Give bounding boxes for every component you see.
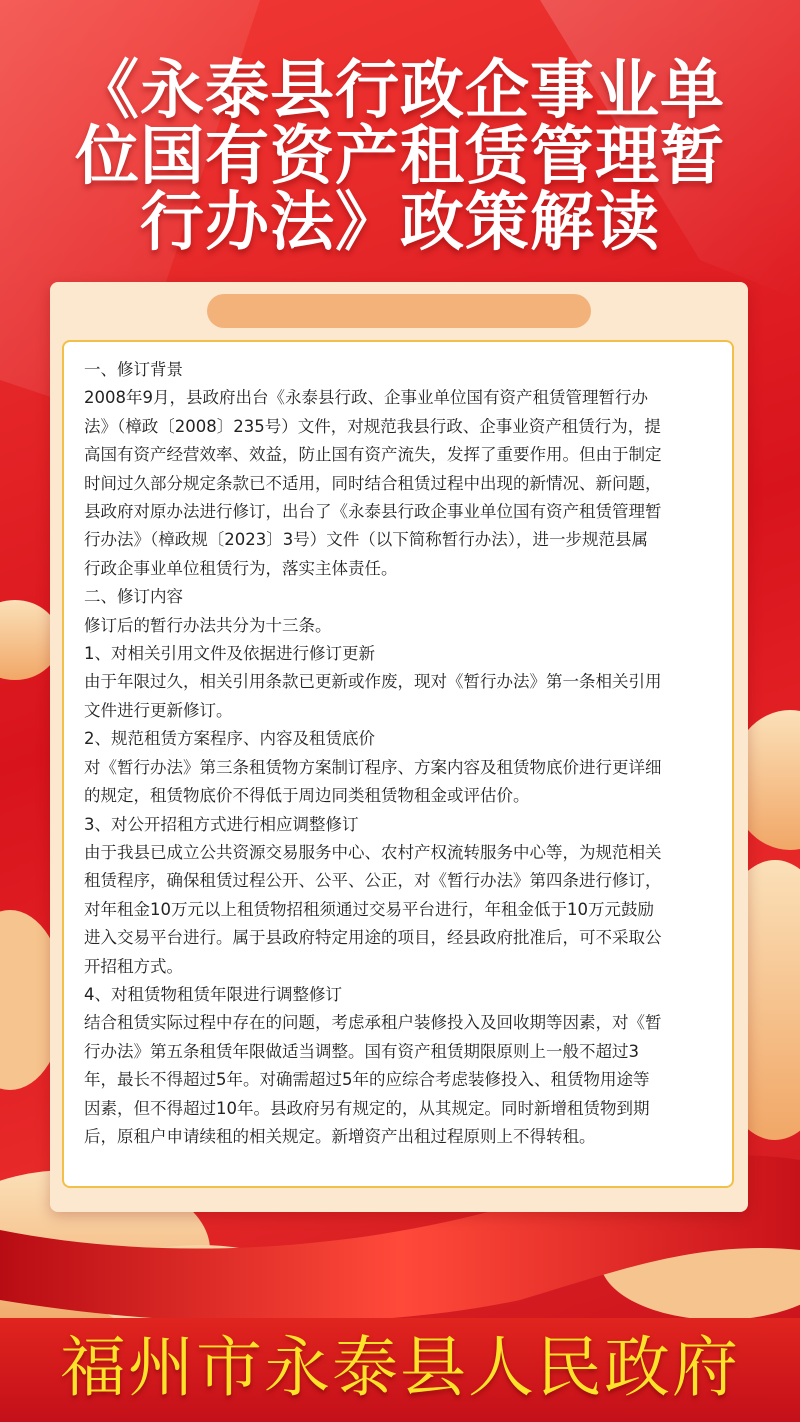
- title-line: 行办法》政策解读: [140, 186, 660, 260]
- paragraph-line: 结合租赁实际过程中存在的问题，考虑承租户装修投入及回收期等因素，对《暂: [84, 1013, 662, 1033]
- paragraph-line: 时间过久部分规定条款已不适用，同时结合租赁过程中出现的新情况、新问题，: [84, 473, 662, 493]
- page-title: [40, 54, 760, 260]
- policy-text-panel: [62, 340, 734, 1188]
- paragraph-line: 的规定，租赁物底价不得低于周边同类租赁物租金或评估价。: [84, 786, 530, 806]
- footer-publisher: 福州市永泰县人民政府: [60, 1329, 740, 1406]
- paragraph-line: 后，原租户申请续租的相关规定。新增资产出租过程原则上不得转租。: [84, 1126, 596, 1146]
- card-header-bar: [207, 294, 591, 328]
- paragraph-line: 由于年限过久，相关引用条款已更新或作废，现对《暂行办法》第一条相关引用: [84, 672, 662, 692]
- subsection-heading: 2、规范租赁方案程序、内容及租赁底价: [84, 729, 375, 749]
- paragraph-line: 对年租金10万元以上租赁物招租须通过交易平台进行，年租金低于10万元鼓励: [84, 899, 654, 919]
- paragraph-line: 文件进行更新修订。: [84, 700, 233, 720]
- subsection-heading: 1、对相关引用文件及依据进行修订更新: [84, 644, 375, 664]
- section-heading: 二、修订内容: [84, 587, 183, 607]
- paragraph-line: 高国有资产经营效率、效益，防止国有资产流失，发挥了重要作用。但由于制定: [84, 445, 662, 465]
- paragraph-line: 行办法》第五条租赁年限做适当调整。国有资产租赁期限原则上一般不超过3: [84, 1041, 639, 1061]
- paragraph-line: 行政企事业单位租赁行为，落实主体责任。: [84, 558, 398, 578]
- subsection-heading: 3、对公开招租方式进行相应调整修订: [84, 814, 359, 834]
- paragraph-line: 修订后的暂行办法共分为十三条。: [84, 615, 332, 635]
- paragraph-line: 对《暂行办法》第三条租赁物方案制订程序、方案内容及租赁物底价进行更详细: [84, 757, 662, 777]
- paragraph-line: 行办法》（樟政规〔2023〕3号）文件（以下简称暂行办法），进一步规范县属: [84, 530, 648, 550]
- paragraph-line: 法》（樟政〔2008〕235号）文件，对规范我县行政、企事业资产租赁行为，提: [84, 416, 661, 436]
- paragraph-line: 2008年9月，县政府出台《永泰县行政、企事业单位国有资产租赁管理暂行办: [84, 388, 648, 408]
- subsection-heading: 4、对租赁物租赁年限进行调整修订: [84, 984, 342, 1004]
- paragraph-line: 县政府对原办法进行修订，出台了《永泰县行政企事业单位国有资产租赁管理暂: [84, 502, 662, 522]
- title-line: 位国有资产租赁管理暂: [75, 120, 725, 194]
- paragraph-line: 租赁程序，确保租赁过程公开、公平、公正，对《暂行办法》第四条进行修订，: [84, 871, 662, 891]
- paragraph-line: 由于我县已成立公共资源交易服务中心、农村产权流转服务中心等，为规范相关: [84, 842, 662, 862]
- paragraph-line: 年，最长不得超过5年。对确需超过5年的应综合考虑装修投入、租赁物用途等: [84, 1070, 650, 1090]
- title-line: 《永泰县行政企事业单: [75, 54, 725, 128]
- paragraph-line: 进入交易平台进行。属于县政府特定用途的项目，经县政府批准后，可不采取公: [84, 928, 662, 948]
- section-heading: 一、修订背景: [84, 360, 183, 379]
- paragraph-line: 因素，但不得超过10年。县政府另有规定的，从其规定。同时新增租赁物到期: [84, 1098, 650, 1118]
- paragraph-line: 开招租方式。: [84, 956, 183, 976]
